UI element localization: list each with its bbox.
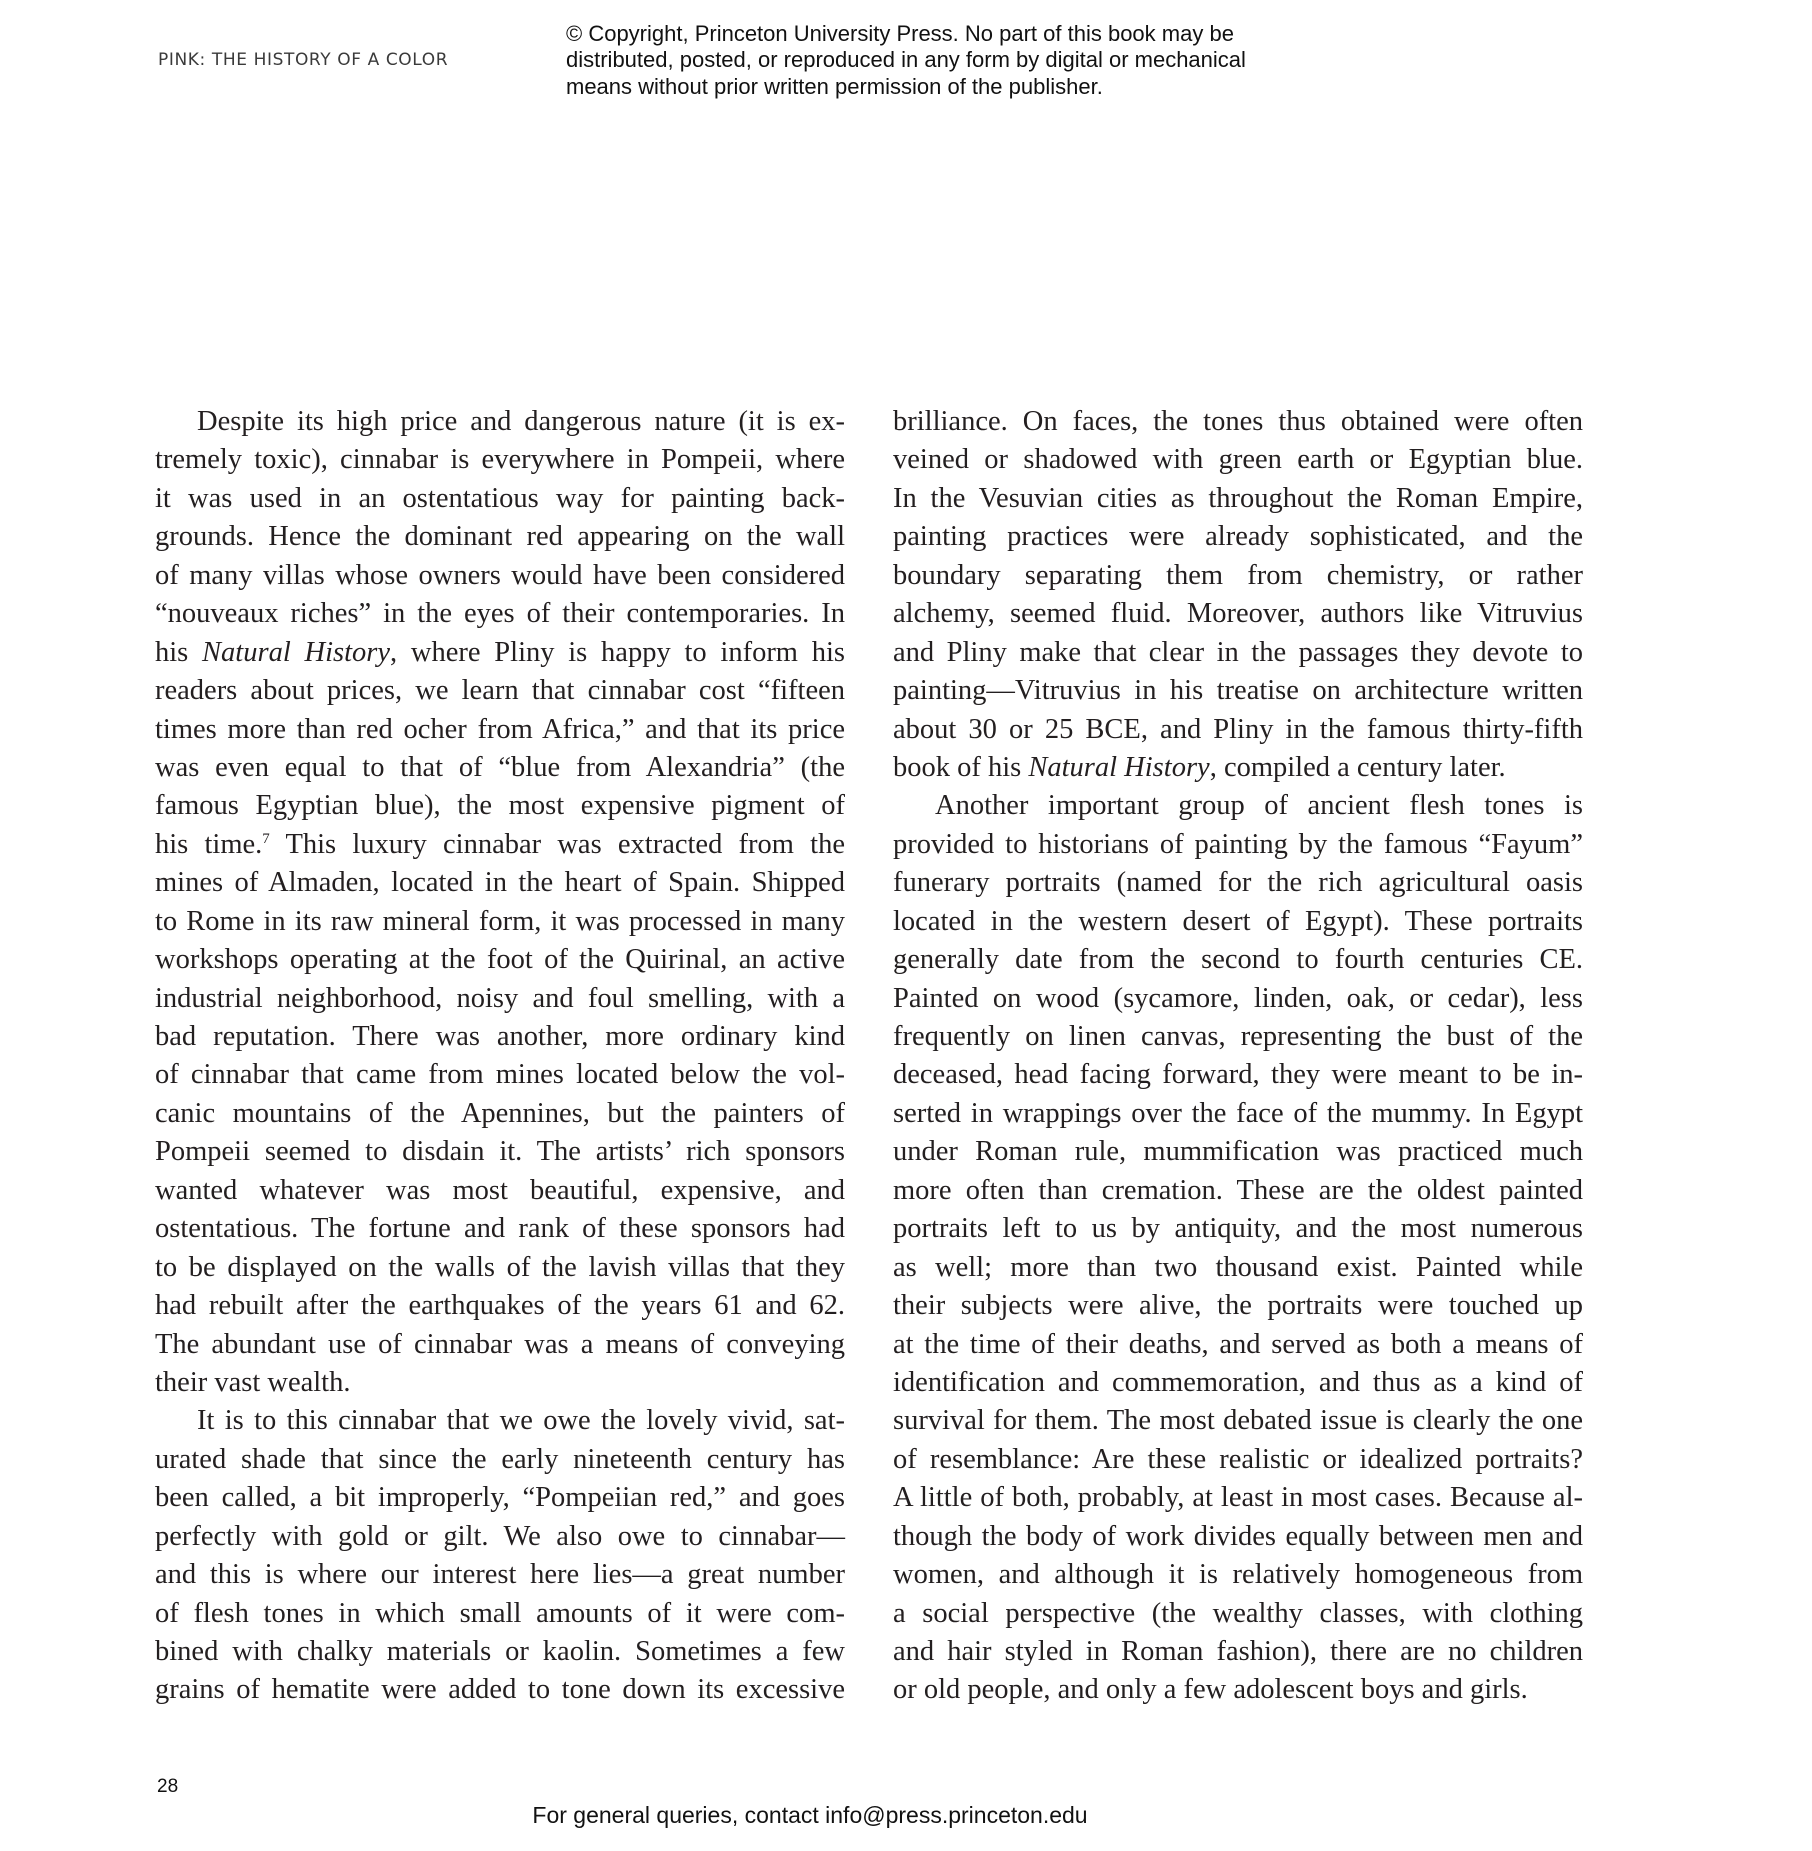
text-line: bad reputation. There was another, more ordinary kind [155,1021,845,1052]
text-line: It is to this cinnabar that we owe the lovely vivid, sat- [197,1405,845,1437]
text-line: been called, a bit improperly, “Pompeiian red,” and goes [155,1482,845,1514]
text-line: veined or shadowed with green earth or Egyptian blue. [893,444,1583,476]
text-line: to Rome in its raw mineral form, it was processed in many [155,905,845,937]
text-line: survival for them. The most debated issue is clearly the one [893,1405,1583,1437]
text-line: urated shade that since the early nineteenth century has [155,1443,845,1475]
text-line: ostentatious. The fortune and rank of these sponsors had [155,1213,845,1245]
text-line: readers about prices, we learn that cinnabar cost “fifteen [155,675,845,707]
text-line: mines of Almaden, located in the heart of Spain. Shipped [155,867,845,899]
text-line: his time.$^7$ This luxury cinnabar was extracted from the [155,828,845,860]
footnote-reference[interactable]: 7 [262,830,270,847]
text-line: Despite its high price and dangerous nature (it is ex- [197,406,845,437]
text-line: tremely toxic), cinnabar is everywhere in Pompeii, where [155,444,845,476]
text-line: located in the western desert of Egypt). These portraits [893,905,1583,937]
text-line: times more than red ocher from Africa,” and that its price [155,713,845,745]
text-line: about 30 or 25 BCE, and Pliny in the famous thirty-fifth [893,713,1583,745]
copyright-line: © Copyright, Princeton University Press. No part of this book may be [566,21,1234,46]
book-title-italic: Natural History [1028,751,1210,783]
text-line: identification and commemoration, and thus as a kind of [893,1366,1583,1398]
text-line: grounds. Hence the dominant red appearing on the wall [155,521,845,553]
text-line: brilliance. On faces, the tones thus obtained were often [893,406,1583,437]
text-line: and this is where our interest here lies—a great number [155,1559,845,1591]
text-line: under Roman rule, mummification was practiced much [893,1136,1583,1168]
running-head: PINK: THE HISTORY OF A COLOR [158,50,449,70]
footer-contact-text: For general queries, contact info@press.princeton.edu [532,1802,1088,1828]
text-line: wanted whatever was most beautiful, expensive, and [155,1174,845,1206]
text-line: women, and although it is relatively homogeneous from [893,1559,1583,1591]
right-text-column [893,403,1583,1710]
text-line: Painted on wood (sycamore, linden, oak, or cedar), less [893,982,1583,1014]
text-line: Pompeii seemed to disdain it. The artists’ rich sponsors [155,1136,845,1168]
text-line: at the time of their deaths, and served as both a means of [893,1328,1583,1360]
text-line: workshops operating at the foot of the Quirinal, an active [155,944,845,976]
text-line: book of his Natural History, compiled a century later. [893,751,1506,783]
text-line: Another important group of ancient flesh tones is [935,790,1583,822]
text-line: their subjects were alive, the portraits were touched up [893,1290,1583,1322]
text-line: or old people, and only a few adolescent boys and girls. [893,1674,1528,1706]
text-line: portraits left to us by antiquity, and the most numerous [893,1213,1583,1245]
text-line: more often than cremation. These are the oldest painted [893,1174,1583,1206]
text-line: of cinnabar that came from mines located below the vol- [155,1059,845,1091]
text-line: and hair styled in Roman fashion), there are no children [893,1636,1583,1667]
text-line: of many villas whose owners would have been considered [155,559,845,591]
text-line: provided to historians of painting by the famous “Fayum” [893,828,1583,860]
book-title-italic: Natural History [202,636,391,668]
text-line: their vast wealth. [155,1366,351,1398]
text-line: deceased, head facing forward, they were meant to be in- [893,1059,1583,1091]
text-line: a social perspective (the wealthy classes, with clothing [893,1597,1583,1629]
text-line: industrial neighborhood, noisy and foul smelling, with a [155,982,845,1014]
text-line: frequently on linen canvas, representing the bust of the [893,1021,1583,1052]
text-line: to be displayed on the walls of the lavish villas that they [155,1251,845,1283]
text-line: generally date from the second to fourth centuries CE. [893,944,1583,976]
text-line: In the Vesuvian cities as throughout the Roman Empire, [893,482,1583,514]
text-line: though the body of work divides equally between men and [893,1520,1583,1552]
text-line: his Natural History, where Pliny is happy to inform his [155,636,846,668]
copyright-notice [566,21,1266,100]
footer-contact [0,1802,1812,1829]
copyright-line: distributed, posted, or reproduced in any form by digital or mechanical [566,47,1246,73]
text-line: of flesh tones in which small amounts of it were com- [155,1597,845,1629]
text-line: perfectly with gold or gilt. We also owe to cinnabar— [155,1520,845,1552]
text-line: had rebuilt after the earthquakes of the years 61 and 62. [155,1290,845,1322]
text-line: as well; more than two thousand exist. Painted while [893,1251,1583,1283]
left-text-column [155,403,845,1710]
text-line: painting—Vitruvius in his treatise on architecture written [893,675,1583,707]
text-line: The abundant use of cinnabar was a means of conveying [155,1328,845,1360]
text-line: alchemy, seemed fluid. Moreover, authors like Vitruvius [893,598,1583,630]
text-line: “nouveaux riches” in the eyes of their contemporaries. In [155,598,845,630]
page-number: 28 [157,1776,179,1797]
text-line: famous Egyptian blue), the most expensive pigment of [155,790,845,822]
copyright-line: means without prior written permission of the publisher. [566,73,1103,99]
text-line: A little of both, probably, at least in most cases. Because al- [893,1482,1583,1514]
text-line: and Pliny make that clear in the passages they devote to [893,636,1583,668]
text-line: canic mountains of the Apennines, but the painters of [155,1097,845,1129]
text-line: of resemblance: Are these realistic or idealized portraits? [893,1443,1583,1475]
text-line: bined with chalky materials or kaolin. Sometimes a few [155,1636,845,1667]
text-line: funerary portraits (named for the rich agricultural oasis [893,867,1583,899]
text-line: boundary separating them from chemistry, or rather [893,559,1583,591]
text-line: grains of hematite were added to tone down its excessive [155,1674,845,1706]
text-line: it was used in an ostentatious way for painting back- [155,482,845,514]
text-line: serted in wrappings over the face of the mummy. In Egypt [893,1097,1583,1129]
text-line: painting practices were already sophisticated, and the [893,521,1583,553]
text-line: was even equal to that of “blue from Alexandria” (the [155,751,845,783]
